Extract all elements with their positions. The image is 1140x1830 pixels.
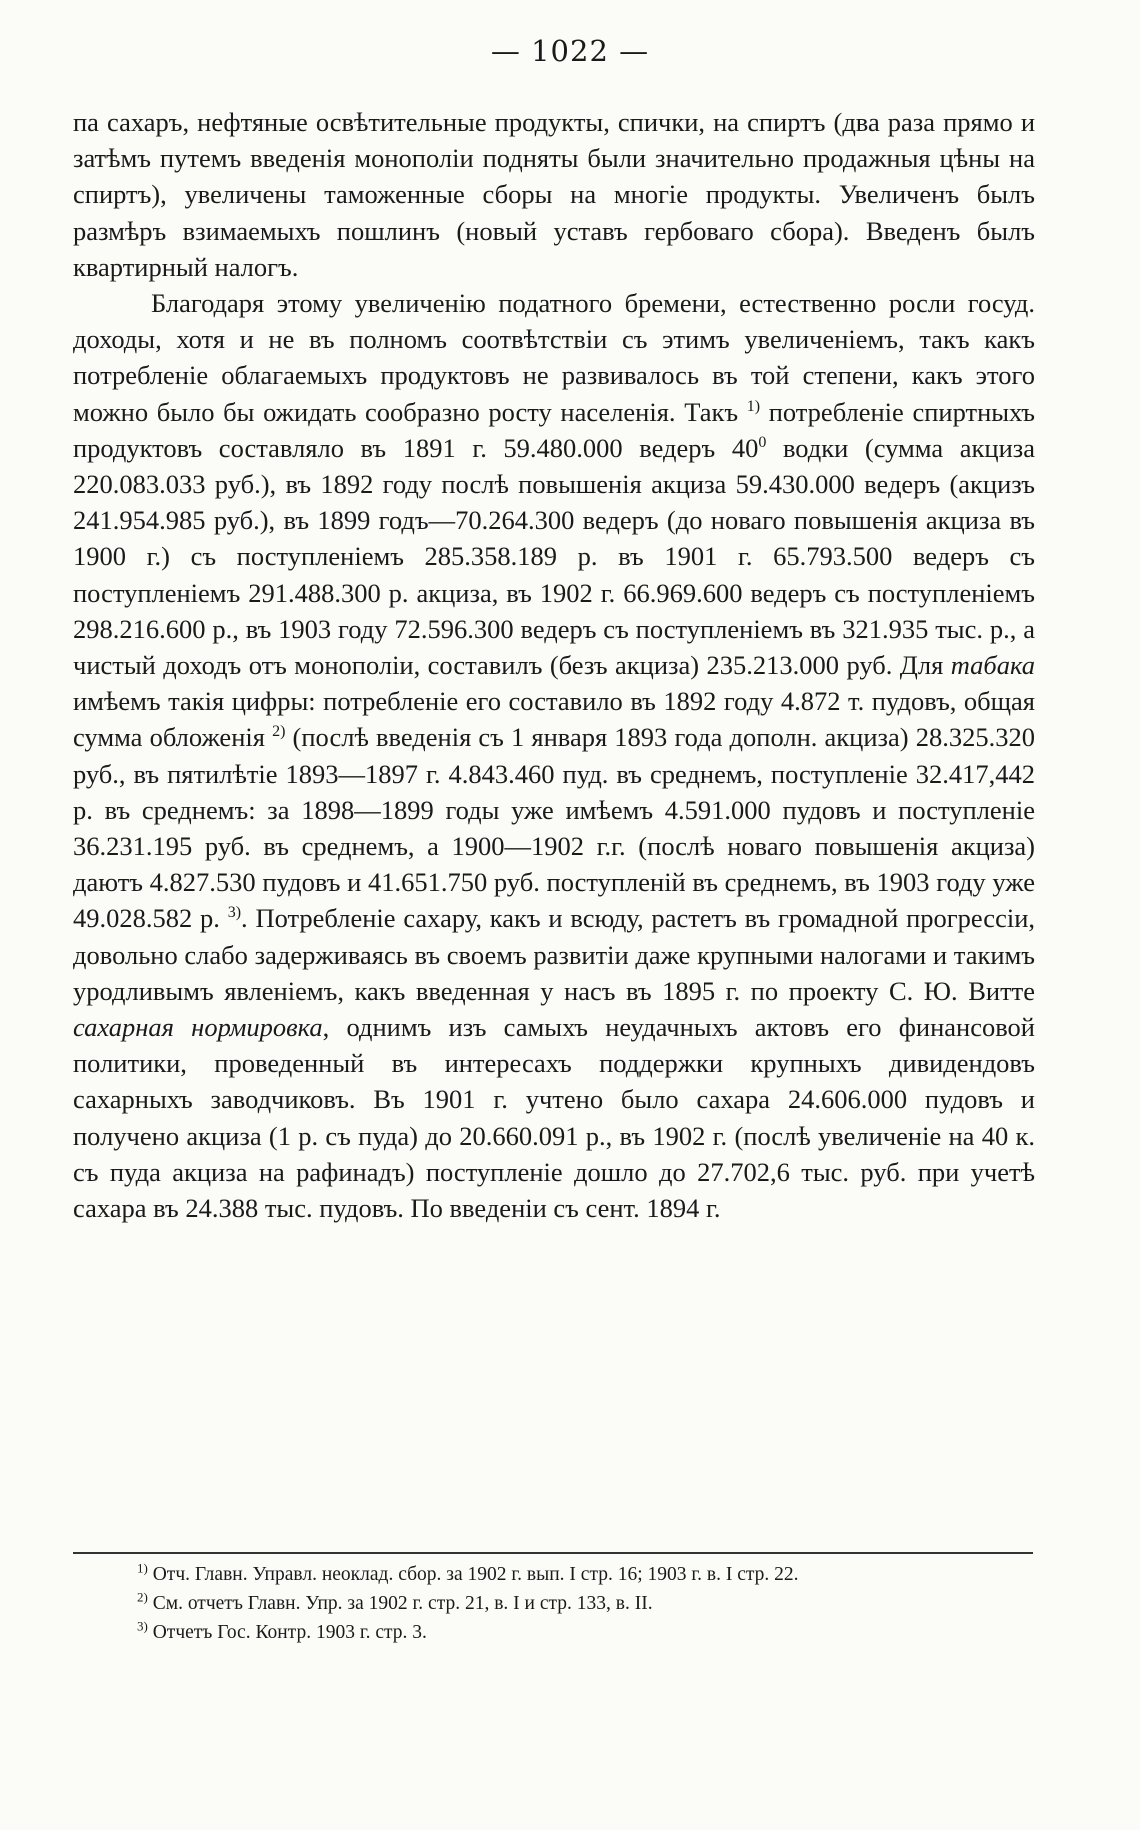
main-text xyxy=(73,104,1035,1226)
page-number: — 1022 — xyxy=(490,34,650,68)
footnote-text: См. отчетъ Главн. Упр. за 1902 г. стр. 21, в. I и стр. 133, в. II. xyxy=(147,1593,653,1614)
footnote-text: Отчетъ Гос. Контр. 1903 г. стр. 3. xyxy=(147,1622,427,1643)
paragraph-continuation: па сахаръ, нефтяные освѣтительные продукты, спички, на спиртъ (два раза прямо и затѣмъ путемъ введенія монополіи подняты были значительно продажныя цѣны на спиртъ), увеличены таможенные сборы на многіе продукты. Увеличенъ былъ размѣръ взимаемыхъ пошлинъ (новый уставъ гербоваго сбора). Введенъ былъ квартирный налогъ. xyxy=(73,107,1035,282)
text-run: , однимъ изъ самыхъ неудачныхъ актовъ его финансовой политики, проведенный въ интересахъ поддержки крупныхъ дивидендовъ сахарныхъ заводчиковъ. Въ 1901 г. учтено было сахара 24.606.000 пудовъ и получено акциза (1 р. съ пуда) до 20.660.091 р., въ 1902 г. (послѣ увеличеніе на 40 к. съ пуда акциза на рафинадъ) поступленіе дошло до 27.702,6 тыс. руб. при учетѣ сахара въ 24.388 тыс. пудовъ. По введеніи съ сент. 1894 г. xyxy=(73,1012,1035,1224)
text-run: (послѣ введенія съ 1 января 1893 года дополн. акциза) 28.325.320 руб., въ пятилѣтіе 1893—1897 г. 4.843.460 пуд. въ среднемъ, поступленіе 32.417,442 р. въ среднемъ: за 1898—1899 годы уже имѣемъ 4.591.000 пудовъ и поступленіе 36.231.195 руб. въ среднемъ, а 1900—1902 г.г. (послѣ новаго повышенія акциза) даютъ 4.827.530 пудовъ и 41.651.750 руб. поступленій въ среднемъ, въ 1903 году уже 49.028.582 р. xyxy=(73,722,1035,934)
footnote-3 xyxy=(137,1618,1037,1647)
footnote-divider xyxy=(73,1552,1033,1554)
text-run: . Потребленіе сахару, какъ и всюду, растетъ въ громадной прогрессіи, довольно слабо задерживаясь въ своемъ развитіи даже крупными налогами и такимъ уродливымъ явленіемъ, какъ введенная у насъ въ 1895 г. по проекту С. Ю. Витте xyxy=(73,903,1035,1006)
footnote-mark: 3) xyxy=(137,1618,148,1634)
italic-term-tabak: табака xyxy=(950,650,1035,681)
footnote-ref-2: 2) xyxy=(272,723,286,741)
footnote-mark: 2) xyxy=(137,1589,148,1605)
degree-superscript: 0 xyxy=(758,434,767,451)
footnote-2 xyxy=(137,1589,1037,1618)
text-run: потребленіе спиртныхъ продуктовъ составляло въ 1891 г. 59.480.000 ведеръ 40 xyxy=(73,396,1035,463)
text-run: водки (сумма акциза 220.083.033 руб.), въ 1892 году послѣ повышенія акциза 59.430.000 ведеръ (акцизъ 241.954.985 руб.), въ 1899 годъ—70.264.300 ведеръ (до новаго повышенія акциза въ 1900 г.) съ поступленіемъ 285.358.189 р. въ 1901 г. 65.793.500 ведеръ съ поступленіемъ 291.488.300 р. акциза, въ 1902 г. 66.969.600 ведеръ съ поступленіемъ 298.216.600 р., въ 1903 году 72.596.300 ведеръ съ поступленіемъ въ 321.935 тыс. р., а чистый доходъ отъ монополіи, составилъ (безъ акциза) 235.213.000 руб. Для xyxy=(73,432,1035,681)
text-run: имѣемъ такія цифры: потребленіе его составило въ 1892 году 4.872 т. пудовъ, общая сумма обложенія xyxy=(73,686,1035,753)
footnote-ref-1: 1) xyxy=(746,397,761,415)
footnotes xyxy=(137,1560,1037,1647)
text-run: Благодаря этому увеличенію податного бремени, естественно росли госуд. доходы, хотя и не въ полномъ соотвѣтствіи съ этимъ увеличеніемъ, такъ какъ потребленіе облагаемыхъ продуктовъ не развивалось въ той степени, какъ этого можно было бы ожидать сообразно росту населенія. Такъ xyxy=(73,288,1035,427)
footnote-1 xyxy=(137,1560,1037,1589)
italic-term-sugar: сахарная нормировка xyxy=(73,1012,323,1043)
footnote-ref-3: 3) xyxy=(227,904,242,922)
footnote-text: Отч. Главн. Управл. неоклад. сбор. за 1902 г. вып. I стр. 16; 1903 г. в. I стр. 22. xyxy=(147,1564,799,1585)
paragraph-revenue xyxy=(73,285,1035,1226)
footnote-mark: 1) xyxy=(137,1560,148,1576)
